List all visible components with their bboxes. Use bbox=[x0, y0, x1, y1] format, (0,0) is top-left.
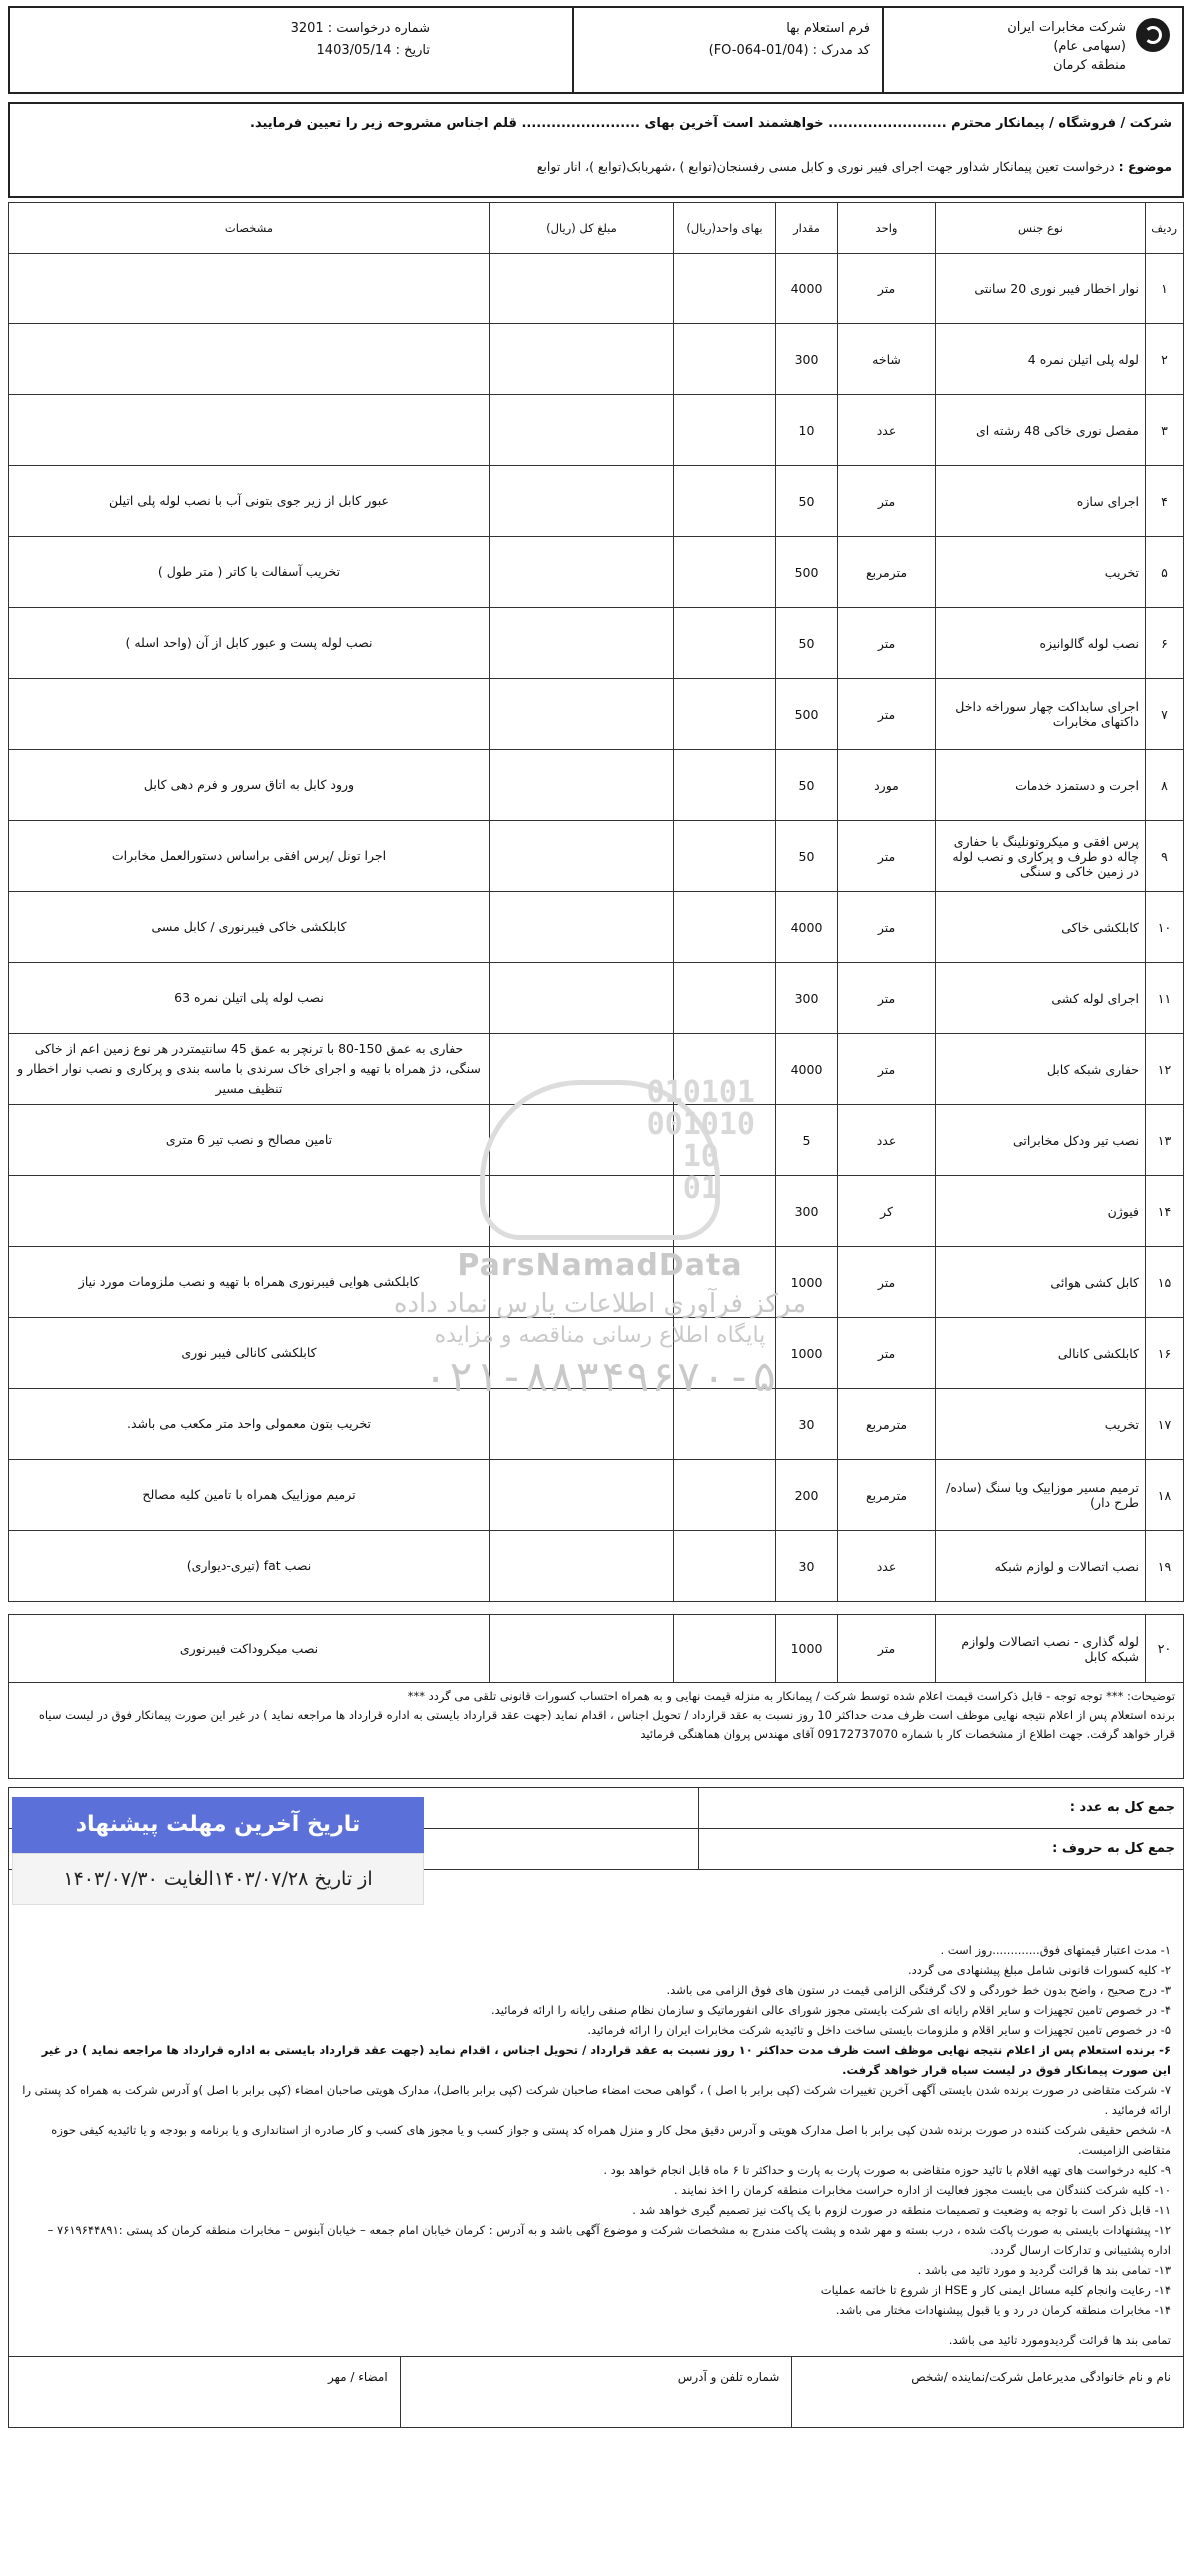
row-number: ۱۰ bbox=[1146, 892, 1184, 963]
item-specification: حفاری به عمق 150-80 با ترنچر به عمق 45 سانتیمتردر هر نوع زمین اعم از خاکی سنگی، دژ همراه با تهیه و اجرای خاک سرندی با ماسه بندی و پرکاری و نصب نوار اخطار و تنظیف مسیر bbox=[9, 1034, 490, 1105]
item-unit-price[interactable] bbox=[674, 608, 776, 679]
company-region: منطقه کرمان bbox=[1052, 58, 1126, 73]
header-item-name: نوع جنس bbox=[936, 203, 1146, 254]
deadline-title: تاریخ آخرین مهلت پیشنهاد bbox=[12, 1797, 424, 1853]
condition-item: ۶- برنده استعلام پس از اعلام نتیجه نهایی موظف است ظرف مدت حداکثر ۱۰ روز نسبت به عقد قرارداد / تحویل اجناس ، اقدام نماید (جهت عقد قرارداد بایستی به اداره قرارداد ها مراجعه نماید ) در غیر این صورت پیمانکار فوق در لیست سیاه قرار خواهد گرفت. bbox=[41, 2043, 1171, 2077]
header-quantity: مقدار bbox=[776, 203, 838, 254]
item-name: اجرای سابداکت چهار سوراخه داخل داکتهای مخابرات bbox=[936, 679, 1146, 750]
conditions-block bbox=[8, 1870, 1184, 2357]
item-unit-price[interactable] bbox=[674, 254, 776, 324]
item-quantity: 4000 bbox=[776, 1034, 838, 1105]
item-unit: متر bbox=[838, 1318, 936, 1389]
conditions-footer: تمامی بند ها قرائت گردیدومورد تائید می باشد. bbox=[948, 2333, 1171, 2347]
intro-request-text: شرکت / فروشگاه / پیمانکار محترم ........................ خواهشمند است آخرین بهای ........................ قلم اجناس مشروحه زیر را تعیین فرمایید. bbox=[250, 116, 1172, 131]
item-specification: کابلکشی کانالی فیبر نوری bbox=[9, 1318, 490, 1389]
item-name: اجرت و دستمزد خدمات bbox=[936, 750, 1146, 821]
date-label: تاریخ : bbox=[395, 43, 430, 58]
company-logo-icon bbox=[1136, 18, 1170, 52]
item-unit: متر bbox=[838, 608, 936, 679]
item-unit-price[interactable] bbox=[674, 1318, 776, 1389]
condition-item: ۴- در خصوص تامین تجهیزات و سایر اقلام رایانه ای شرکت بایستی مجوز شورای عالی انفورماتیک و سازمان نظام صنفی رایانه را ارائه فرمائید. bbox=[491, 2003, 1171, 2017]
item-specification: تخریب آسفالت با کاتر ( متر طول ) bbox=[9, 537, 490, 608]
request-number: 3201 bbox=[290, 21, 324, 36]
notes-line-2: برنده استعلام پس از اعلام نتیجه نهایی موظف است ظرف مدت حداکثر 10 روز نسبت به عقد قرارداد / تحویل اجناس ، اقدام نماید (جهت عقد قرارداد بایستی به اداره قرارداد ها مراجعه نماید ) در غیر این صورت پیمانکار فوق در لیست سیاه قرار خواهد گرفت. جهت اطلاع از مشخصات کار با شماره 09172737070 آقای مهندس پروان هماهنگی فرمائید bbox=[38, 1708, 1175, 1741]
item-quantity: 50 bbox=[776, 466, 838, 537]
table-row bbox=[9, 963, 1184, 1034]
item-quantity: 300 bbox=[776, 1176, 838, 1247]
item-specification: عبور کابل از زیر جوی بتونی آب با نصب لوله پلی اتیلن bbox=[9, 466, 490, 537]
document-code: کد مدرک : (FO-064-01/04) bbox=[708, 43, 870, 58]
row-number: ۱۵ bbox=[1146, 1247, 1184, 1318]
form-title-block bbox=[572, 8, 882, 92]
item-total-price[interactable] bbox=[490, 679, 674, 750]
item-unit-price[interactable] bbox=[674, 1105, 776, 1176]
item-unit: متر bbox=[838, 892, 936, 963]
condition-item: ۸- شخص حقیقی شرکت کننده در صورت برنده شدن کپی برابر با اصل مدارک هویتی و آدرس دقیق محل کار و منزل همراه کد پستی و جواز کسب و یا مجوز های کسب و کار صادره از استانداری و یا برنامه و بودجه و یا تائیدیه کیفی حوزه متقاضی الزامیست. bbox=[51, 2123, 1171, 2157]
item-unit: عدد bbox=[838, 1531, 936, 1602]
item-unit: متر bbox=[838, 254, 936, 324]
item-specification: نصب میکروداکت فیبرنوری bbox=[9, 1615, 490, 1683]
table-row bbox=[9, 608, 1184, 679]
row-number: ۱۶ bbox=[1146, 1318, 1184, 1389]
item-unit: متر bbox=[838, 821, 936, 892]
item-unit: متر bbox=[838, 1615, 936, 1683]
signatory-sign-label: امضاء / مهر bbox=[327, 2370, 388, 2384]
inquiry-form bbox=[8, 0, 1184, 2428]
item-name: ترمیم مسیر موزاییک ویا سنگ (ساده/طرح دار) bbox=[936, 1460, 1146, 1531]
signatory-name-label: نام و نام خانوادگی مدیرعامل شرکت/نماینده /شخص bbox=[791, 2357, 1183, 2427]
item-total-price[interactable] bbox=[490, 254, 674, 324]
item-unit-price[interactable] bbox=[674, 1034, 776, 1105]
table-row bbox=[9, 679, 1184, 750]
row-number: ۲ bbox=[1146, 324, 1184, 395]
condition-item: ۱۲- پیشنهادات بایستی به صورت پاکت شده ، درب بسته و مهر شده و پشت پاکت مندرج به مشخصات شرکت و موضوع آگهی باشد و به آدرس : کرمان خیابان امام جمعه – خیابان آبنوس – مخابرات منطقه کرمان کد پستی :۷۶۱۹۶۴۴۸۹۱ – اداره پشتیبانی و تدارکات ارسال گردد. bbox=[47, 2223, 1171, 2257]
table-row bbox=[9, 1531, 1184, 1602]
condition-item: ۱۳- تمامی بند ها قرائت گردید و مورد تائید می باشد . bbox=[917, 2263, 1171, 2277]
item-total-price[interactable] bbox=[490, 1460, 674, 1531]
table-row bbox=[9, 1034, 1184, 1105]
item-total-price[interactable] bbox=[490, 537, 674, 608]
item-name: حفاری شبکه کابل bbox=[936, 1034, 1146, 1105]
item-total-price[interactable] bbox=[490, 395, 674, 466]
table-row bbox=[9, 1460, 1184, 1531]
row-number: ۸ bbox=[1146, 750, 1184, 821]
item-name: کابلکشی کانالی bbox=[936, 1318, 1146, 1389]
item-name: تخریب bbox=[936, 1389, 1146, 1460]
table-header-row bbox=[9, 203, 1184, 254]
item-unit: متر bbox=[838, 679, 936, 750]
table-row bbox=[9, 1247, 1184, 1318]
deadline-range: از تاریخ ۱۴۰۳/۰۷/۲۸الغایت ۱۴۰۳/۰۷/۳۰ bbox=[12, 1853, 424, 1905]
item-specification: نصب لوله پلی اتیلن نمره 63 bbox=[9, 963, 490, 1034]
item-total-price[interactable] bbox=[490, 466, 674, 537]
row-number: ۷ bbox=[1146, 679, 1184, 750]
item-unit-price[interactable] bbox=[674, 1460, 776, 1531]
item-quantity: 5 bbox=[776, 1105, 838, 1176]
company-type: (سهامی عام) bbox=[1053, 39, 1126, 54]
row-number: ۱۹ bbox=[1146, 1531, 1184, 1602]
item-quantity: 30 bbox=[776, 1531, 838, 1602]
table-row bbox=[9, 1105, 1184, 1176]
form-title: فرم استعلام بها bbox=[786, 21, 870, 36]
table-row bbox=[9, 1318, 1184, 1389]
item-total-price[interactable] bbox=[490, 324, 674, 395]
item-unit-price[interactable] bbox=[674, 821, 776, 892]
item-unit: شاخه bbox=[838, 324, 936, 395]
item-specification: کابلکشی هوایی فیبرنوری همراه با تهیه و نصب ملزومات مورد نیاز bbox=[9, 1247, 490, 1318]
table-row bbox=[9, 1615, 1184, 1683]
item-total-price[interactable] bbox=[490, 1247, 674, 1318]
items-table bbox=[8, 202, 1184, 1602]
item-unit: متر bbox=[838, 466, 936, 537]
condition-item: ۵- در خصوص تامین تجهیزات و سایر اقلام و ملزومات بایستی ساخت داخل و تائیدیه شرکت مخابرات ایران را ارائه فرمائید. bbox=[587, 2023, 1171, 2037]
request-date: 1403/05/14 bbox=[316, 43, 392, 58]
row-number: ۱۱ bbox=[1146, 963, 1184, 1034]
condition-item: ۹- کلیه درخواست های تهیه اقلام با تائید حوزه متقاضی به صورت پارت به پارت و حداکثر تا ۶ ماه قابل انجام خواهد بود . bbox=[603, 2163, 1171, 2177]
item-name: فیوژن bbox=[936, 1176, 1146, 1247]
item-quantity: 50 bbox=[776, 608, 838, 679]
item-quantity: 1000 bbox=[776, 1247, 838, 1318]
item-unit-price[interactable] bbox=[674, 1176, 776, 1247]
item-quantity: 1000 bbox=[776, 1615, 838, 1683]
notes-block bbox=[8, 1683, 1184, 1779]
row-number: ۶ bbox=[1146, 608, 1184, 679]
row-number: ۱ bbox=[1146, 254, 1184, 324]
watermark-tagline: پایگاه اطلاع رسانی مناقصه و مزایده bbox=[434, 1323, 766, 1348]
item-quantity: 1000 bbox=[776, 1318, 838, 1389]
company-name: شرکت مخابرات ایران bbox=[1007, 20, 1126, 35]
item-unit-price[interactable] bbox=[674, 537, 776, 608]
header-unit-price: بهای واحد(ریال) bbox=[674, 203, 776, 254]
item-name: نصب اتصالات و لوازم شبکه bbox=[936, 1531, 1146, 1602]
item-unit: مورد bbox=[838, 750, 936, 821]
item-specification bbox=[9, 254, 490, 324]
item-total-price[interactable] bbox=[490, 821, 674, 892]
item-total-price[interactable] bbox=[490, 1318, 674, 1389]
item-total-price[interactable] bbox=[490, 1176, 674, 1247]
watermark-binary: 010101 001010 10 01 bbox=[646, 1075, 755, 1206]
row-number: ۱۳ bbox=[1146, 1105, 1184, 1176]
item-name: تخریب bbox=[936, 537, 1146, 608]
item-unit-price[interactable] bbox=[674, 1389, 776, 1460]
table-row bbox=[9, 1176, 1184, 1247]
condition-item: ۱۱- قابل ذکر است با توجه به وضعیت و تصمیمات منطقه در صورت لزوم با یک پاکت نیز تصمیم گیری خواهد شد . bbox=[632, 2203, 1171, 2217]
item-unit-price[interactable] bbox=[674, 1615, 776, 1683]
item-name: نوار اخطار فیبر نوری 20 سانتی bbox=[936, 254, 1146, 324]
item-unit-price[interactable] bbox=[674, 1247, 776, 1318]
intro-block bbox=[8, 102, 1184, 198]
signature-row bbox=[8, 2357, 1184, 2428]
condition-item: ۲- کلیه کسورات قانونی شامل مبلغ پیشنهادی می گردد. bbox=[907, 1963, 1171, 1977]
total-numeric-label: جمع کل به عدد : bbox=[699, 1788, 1183, 1829]
items-table-continued bbox=[8, 1614, 1184, 1683]
item-specification: ترمیم موزاییک همراه با تامین کلیه مصالح bbox=[9, 1460, 490, 1531]
item-unit-price[interactable] bbox=[674, 750, 776, 821]
item-quantity: 50 bbox=[776, 750, 838, 821]
table-row bbox=[9, 1389, 1184, 1460]
item-name: مفصل نوری خاکی 48 رشته ای bbox=[936, 395, 1146, 466]
table-row bbox=[9, 254, 1184, 324]
item-specification bbox=[9, 679, 490, 750]
row-number: ۲۰ bbox=[1146, 1615, 1184, 1683]
header-row-number: ردیف bbox=[1146, 203, 1184, 254]
item-name: اجرای سازه bbox=[936, 466, 1146, 537]
item-name: پرس افقی و میکروتونلینگ با حفاری چاله دو طرف و پرکاری و نصب لوله در زمین خاکی و سنگی bbox=[936, 821, 1146, 892]
item-unit: متر bbox=[838, 963, 936, 1034]
table-row bbox=[9, 395, 1184, 466]
item-specification: اجرا تونل /پرس افقی براساس دستورالعمل مخابرات bbox=[9, 821, 490, 892]
row-number: ۹ bbox=[1146, 821, 1184, 892]
condition-item: ۱- مدت اعتبار قیمتهای فوق.............روز است . bbox=[940, 1943, 1171, 1957]
item-unit: مترمربع bbox=[838, 1389, 936, 1460]
item-unit-price[interactable] bbox=[674, 466, 776, 537]
notes-line-1: توضیحات: *** توجه توجه - قابل ذکراست قیمت اعلام شده توسط شرکت / پیمانکار به منزله قیمت نهایی و به همراه احتساب کسورات قانونی تلقی می گردد *** bbox=[407, 1689, 1175, 1703]
item-specification: کابلکشی خاکی فیبرنوری / کابل مسی bbox=[9, 892, 490, 963]
item-total-price[interactable] bbox=[490, 1105, 674, 1176]
item-quantity: 300 bbox=[776, 963, 838, 1034]
row-number: ۵ bbox=[1146, 537, 1184, 608]
table-row bbox=[9, 324, 1184, 395]
condition-item: ۳- درج صحیح ، واضح بدون خط خوردگی و لاک گرفتگی الزامی قیمت در ستون های فوق الزامی می باشد. bbox=[666, 1983, 1171, 1997]
item-unit-price[interactable] bbox=[674, 324, 776, 395]
row-number: ۱۴ bbox=[1146, 1176, 1184, 1247]
row-number: ۴ bbox=[1146, 466, 1184, 537]
table-row bbox=[9, 537, 1184, 608]
header-specifications: مشخصات bbox=[9, 203, 490, 254]
item-name: نصب تیر ودکل مخابراتی bbox=[936, 1105, 1146, 1176]
item-total-price[interactable] bbox=[490, 750, 674, 821]
request-block bbox=[10, 8, 572, 92]
condition-item: ۱۰- کلیه شرکت کنندگان می بایست مجوز فعالیت از اداره حراست مخابرات منطقه کرمان را اخذ نمایند . bbox=[673, 2183, 1171, 2197]
item-specification bbox=[9, 1176, 490, 1247]
item-unit: عدد bbox=[838, 1105, 936, 1176]
item-unit: مترمربع bbox=[838, 537, 936, 608]
item-unit: کر bbox=[838, 1176, 936, 1247]
row-number: ۱۲ bbox=[1146, 1034, 1184, 1105]
item-quantity: 4000 bbox=[776, 254, 838, 324]
condition-item: ۷- شرکت متقاضی در صورت برنده شدن بایستی آگهی آخرین تغییرات شرکت (کپی برابر با اصل ) ، گواهی صحت امضاء صاحبان شرکت (کپی برابر بااصل)، مدارک هویتی صاحبان امضاء (کپی برابر با اصل )و آدرس شرکت به همراه کد پستی را ارائه فرمائید . bbox=[22, 2083, 1171, 2117]
signatory-phone-label: شماره تلفن و آدرس bbox=[400, 2357, 792, 2427]
subject-text: درخواست تعین پیمانکار شداور جهت اجرای فیبر نوری و کابل مسی رفسنجان(توابع ) ،شهربابک(توابع )، انار توابع bbox=[536, 159, 1115, 174]
item-total-price[interactable] bbox=[490, 1615, 674, 1683]
item-unit: متر bbox=[838, 1247, 936, 1318]
item-name: لوله گذاری - نصب اتصالات ولوازم شبکه کابل bbox=[936, 1615, 1146, 1683]
total-words-label: جمع کل به حروف : bbox=[1052, 1841, 1175, 1856]
item-total-price[interactable] bbox=[490, 1531, 674, 1602]
item-name: کابل کشی هوائی bbox=[936, 1247, 1146, 1318]
item-unit-price[interactable] bbox=[674, 963, 776, 1034]
header-total-price: مبلغ کل (ریال) bbox=[490, 203, 674, 254]
header-unit: واحد bbox=[838, 203, 936, 254]
condition-item: ۱۴- رعایت وانجام کلیه مسائل ایمنی کار و HSE از شروع تا خاتمه عملیات bbox=[820, 2283, 1171, 2297]
item-specification: نصب لوله پست و عبور کابل از آن (واحد اسله ) bbox=[9, 608, 490, 679]
item-quantity: 500 bbox=[776, 679, 838, 750]
item-specification: تخریب بتون معمولی واحد متر مکعب می باشد. bbox=[9, 1389, 490, 1460]
deadline-banner bbox=[12, 1797, 424, 1905]
item-unit-price[interactable] bbox=[674, 892, 776, 963]
item-quantity: 300 bbox=[776, 324, 838, 395]
item-specification: تامین مصالح و نصب تیر 6 متری bbox=[9, 1105, 490, 1176]
item-total-price[interactable] bbox=[490, 963, 674, 1034]
condition-item: ۱۴- مخابرات منطقه کرمان در رد و یا قبول پیشنهادات مختار می باشد. bbox=[835, 2303, 1171, 2317]
item-name: نصب لوله گالوانیزه bbox=[936, 608, 1146, 679]
row-number: ۱۸ bbox=[1146, 1460, 1184, 1531]
row-number: ۳ bbox=[1146, 395, 1184, 466]
item-total-price[interactable] bbox=[490, 608, 674, 679]
item-unit: مترمربع bbox=[838, 1460, 936, 1531]
item-total-price[interactable] bbox=[490, 1034, 674, 1105]
watermark-phone: ۰۲۱-۸۸۳۴۹۶۷۰-۵ bbox=[422, 1352, 777, 1401]
item-specification bbox=[9, 395, 490, 466]
item-quantity: 10 bbox=[776, 395, 838, 466]
item-unit-price[interactable] bbox=[674, 1531, 776, 1602]
form-header bbox=[8, 6, 1184, 94]
item-specification: ورود کابل به اتاق سرور و فرم دهی کابل bbox=[9, 750, 490, 821]
item-unit-price[interactable] bbox=[674, 679, 776, 750]
item-quantity: 200 bbox=[776, 1460, 838, 1531]
table-row bbox=[9, 821, 1184, 892]
table-row bbox=[9, 750, 1184, 821]
watermark-subtitle: مرکز فرآوری اطلاعات پارس نماد داده bbox=[393, 1289, 807, 1319]
request-number-label: شماره درخواست : bbox=[327, 21, 430, 36]
item-specification: نصب fat (تیری-دیواری) bbox=[9, 1531, 490, 1602]
item-quantity: 50 bbox=[776, 821, 838, 892]
item-specification bbox=[9, 324, 490, 395]
company-block bbox=[882, 8, 1182, 92]
table-row bbox=[9, 892, 1184, 963]
watermark-brand: ParsNamadData bbox=[457, 1248, 743, 1283]
item-unit: متر bbox=[838, 1034, 936, 1105]
item-quantity: 4000 bbox=[776, 892, 838, 963]
item-name: اجرای لوله کشی bbox=[936, 963, 1146, 1034]
row-number: ۱۷ bbox=[1146, 1389, 1184, 1460]
item-unit: عدد bbox=[838, 395, 936, 466]
item-quantity: 30 bbox=[776, 1389, 838, 1460]
subject-label: موضوع : bbox=[1118, 159, 1172, 174]
item-total-price[interactable] bbox=[490, 1389, 674, 1460]
item-quantity: 500 bbox=[776, 537, 838, 608]
item-name: لوله پلی اتیلن نمره 4 bbox=[936, 324, 1146, 395]
item-name: کابلکشی خاکی bbox=[936, 892, 1146, 963]
table-row bbox=[9, 466, 1184, 537]
item-total-price[interactable] bbox=[490, 892, 674, 963]
item-unit-price[interactable] bbox=[674, 395, 776, 466]
